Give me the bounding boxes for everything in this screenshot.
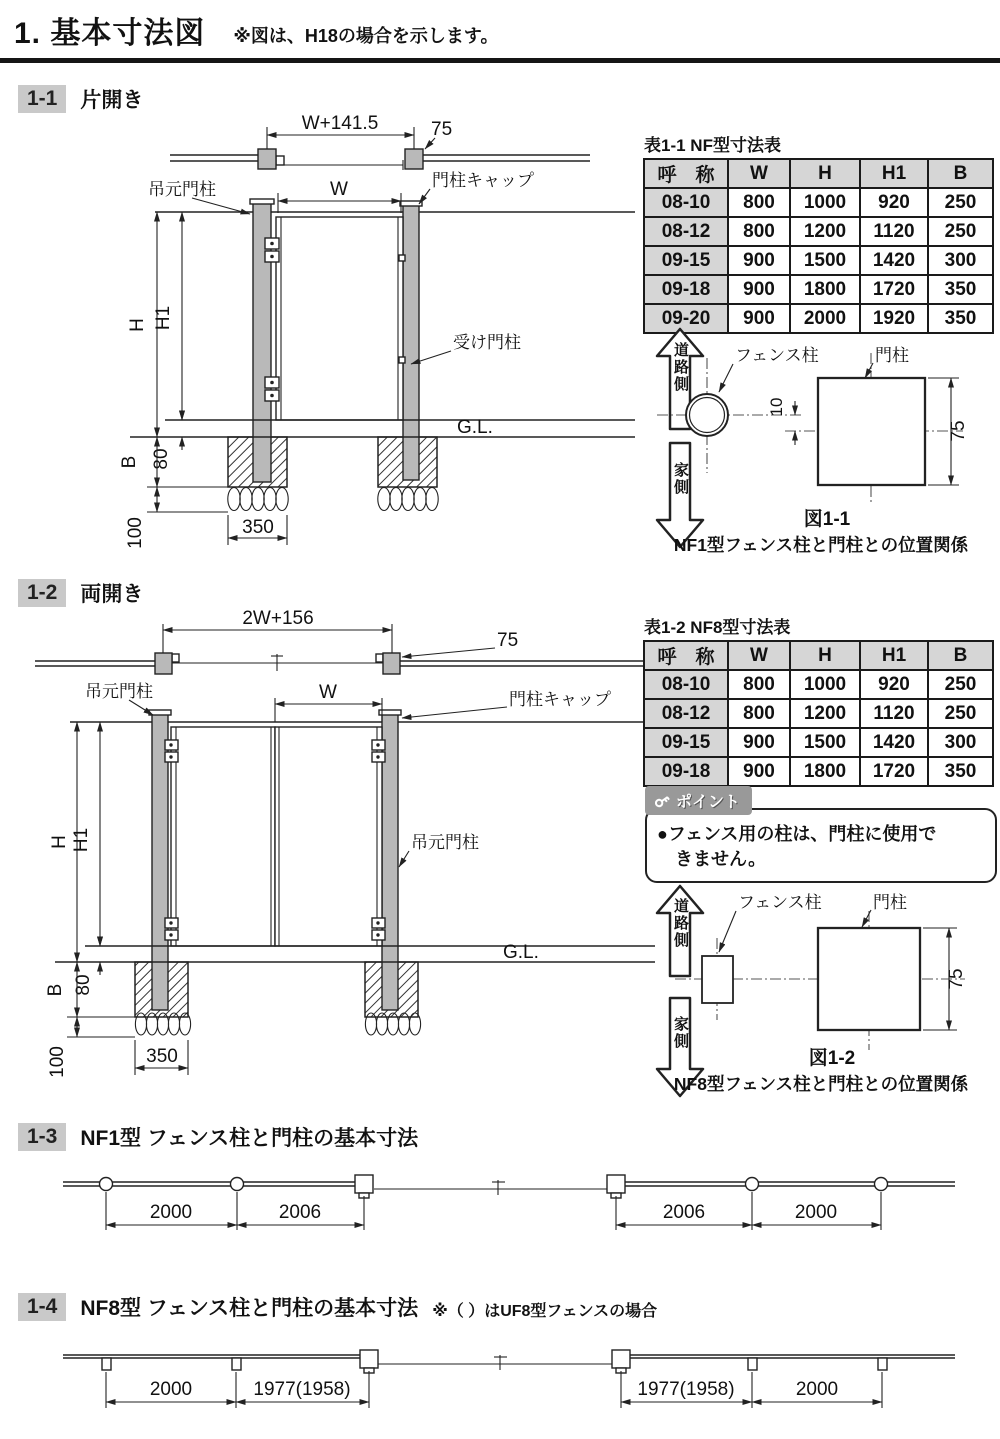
page-header xyxy=(0,0,1000,63)
rect-fence-post xyxy=(878,1358,887,1370)
col-header: B xyxy=(928,159,993,188)
section-number-badge: 1-2 xyxy=(18,579,66,607)
label-hinge-post-left: 吊元門柱 xyxy=(85,682,153,701)
table-row: 08-12 800 1200 1120 250 xyxy=(644,217,993,246)
figure-caption: NF1型フェンス柱と門柱との位置関係 xyxy=(673,535,969,555)
dim-gl: G.L. xyxy=(503,942,539,963)
point-box xyxy=(645,786,997,883)
drawing-1-2-double-swing xyxy=(25,600,655,1105)
section-note: ※（ ）はUF8型フェンスの場合 xyxy=(432,1302,658,1320)
label-fence-post: フェンス柱 xyxy=(738,893,822,912)
table-row: 09-15 900 1500 1420 300 xyxy=(644,246,993,275)
house-side-label: 家側 xyxy=(672,462,689,496)
table-row: 09-20 900 2000 1920 350 xyxy=(644,304,993,333)
road-side-label: 道路側 xyxy=(672,898,689,949)
dim-80: 80 xyxy=(73,974,94,996)
dim-span: 1977(1958) xyxy=(253,1379,351,1400)
dim-b: B xyxy=(45,983,66,997)
dim-w-top: W+141.5 xyxy=(301,113,379,134)
drawing-1-1-single-swing xyxy=(95,105,640,575)
table-1-1-title: 表1-1 NF型寸法表 xyxy=(644,136,781,155)
label-receiving-post: 受け門柱 xyxy=(453,333,521,352)
col-header: B xyxy=(928,641,993,670)
dim-75: 75 xyxy=(946,968,967,990)
dim-span: 2000 xyxy=(149,1379,193,1400)
label-hinge-post: 吊元門柱 xyxy=(148,180,216,199)
gate-post-plan xyxy=(355,1175,373,1193)
section-title: NF1型 フェンス柱と門柱の基本寸法 xyxy=(80,1127,419,1150)
label-hinge-post-right: 吊元門柱 xyxy=(411,833,479,852)
dim-80: 80 xyxy=(151,448,172,470)
gate-panel-right xyxy=(275,727,382,946)
gate-post-plan xyxy=(607,1175,625,1193)
page-title-note: ※図は、H18の場合を示します。 xyxy=(233,26,499,46)
dim-100: 100 xyxy=(47,1046,68,1078)
dim-100: 100 xyxy=(125,517,146,549)
section-title: 両開き xyxy=(80,583,144,606)
gate-post-square xyxy=(818,378,925,485)
col-header: W xyxy=(728,641,790,670)
section-title: 片開き xyxy=(80,89,144,112)
dim-span: 1977(1958) xyxy=(637,1379,735,1400)
dim-h: H xyxy=(49,835,70,849)
road-side-label: 道路側 xyxy=(672,342,689,393)
col-header: 呼 称 xyxy=(644,641,728,670)
gate-panel xyxy=(276,217,403,420)
dim-h1: H1 xyxy=(71,827,92,853)
col-header: H xyxy=(790,641,860,670)
post-cap xyxy=(250,199,274,204)
table-1-2 xyxy=(643,640,994,787)
dim-w: W xyxy=(330,179,348,200)
col-header: H1 xyxy=(860,159,928,188)
page-title: 1. 基本寸法図 xyxy=(14,17,206,50)
label-fence-post: フェンス柱 xyxy=(735,346,819,365)
rect-fence-post xyxy=(232,1358,241,1370)
dim-span: 2000 xyxy=(795,1379,839,1400)
label-post-cap: 門柱キャップ xyxy=(432,171,534,190)
hinge-plan-mark xyxy=(276,156,284,165)
table-row: 09-18 900 1800 1720 350 xyxy=(644,275,993,304)
section-title: NF8型 フェンス柱と門柱の基本寸法 xyxy=(80,1297,419,1320)
house-side-label: 家側 xyxy=(672,1016,689,1050)
gate-post-plan xyxy=(360,1350,378,1368)
dim-75: 75 xyxy=(431,119,453,140)
drawing-1-3-nf1-plan xyxy=(30,1168,990,1253)
dim-h: H xyxy=(127,318,148,332)
col-header: 呼 称 xyxy=(644,159,728,188)
dim-span: 2000 xyxy=(794,1202,838,1223)
table-row: 08-10 800 1000 920 250 xyxy=(644,188,993,217)
dim-span: 2000 xyxy=(149,1202,193,1223)
section-number-badge: 1-3 xyxy=(18,1123,66,1151)
gate-panel-left xyxy=(171,727,275,946)
key-icon xyxy=(653,792,671,810)
section-1-3-heading xyxy=(18,1122,418,1152)
dim-350: 350 xyxy=(146,1046,178,1067)
point-text-line2: きません。 xyxy=(675,849,767,870)
dim-gl: G.L. xyxy=(457,417,493,438)
col-header: W xyxy=(728,159,790,188)
gate-post-square xyxy=(818,928,920,1030)
gate-post-plan xyxy=(155,653,172,674)
table-row: 08-10 800 1000 920 250 xyxy=(644,670,993,699)
round-fence-post xyxy=(100,1178,113,1191)
dim-75: 75 xyxy=(497,630,519,651)
gate-post-plan xyxy=(258,149,276,169)
fence-post-rect xyxy=(702,956,733,1003)
round-fence-post xyxy=(746,1178,759,1191)
point-tab xyxy=(645,786,752,815)
table-row: 09-15 900 1500 1420 300 xyxy=(644,728,993,757)
figure-1-2 xyxy=(645,878,997,1113)
figure-number: 図1-1 xyxy=(803,509,851,530)
label-gate-post: 門柱 xyxy=(873,893,907,912)
table-1-1-wrap xyxy=(643,131,994,334)
section-1-4-heading xyxy=(18,1292,657,1322)
rect-fence-post xyxy=(102,1358,111,1370)
dim-w: W xyxy=(319,682,337,703)
round-fence-post xyxy=(231,1178,244,1191)
dim-2w-top: 2W+156 xyxy=(242,608,314,629)
table-row: 09-18 900 1800 1720 350 xyxy=(644,757,993,786)
gate-post-plan xyxy=(383,653,400,674)
section-number-badge: 1-4 xyxy=(18,1293,66,1321)
section-number-badge: 1-1 xyxy=(18,85,66,113)
gate-post-plan xyxy=(612,1350,630,1368)
fence-post-circle xyxy=(686,394,728,436)
figure-1-1 xyxy=(645,325,997,571)
dim-350: 350 xyxy=(242,517,274,538)
table-1-2-wrap xyxy=(643,613,994,787)
figure-caption: NF8型フェンス柱と門柱との位置関係 xyxy=(673,1074,969,1094)
table-row: 08-12 800 1200 1120 250 xyxy=(644,699,993,728)
receiving-gate-post xyxy=(403,205,419,480)
dim-h1: H1 xyxy=(153,305,174,331)
drawing-1-4-nf8-plan xyxy=(30,1338,990,1438)
label-post-cap: 門柱キャップ xyxy=(509,690,611,709)
dim-span: 2006 xyxy=(662,1202,706,1223)
dim-10: 10 xyxy=(767,397,786,417)
table-1-2-title: 表1-2 NF8型寸法表 xyxy=(644,618,791,637)
point-text-line1: ●フェンス用の柱は、門柱に使用で xyxy=(657,824,937,844)
round-fence-post xyxy=(875,1178,888,1191)
dim-b: B xyxy=(119,455,140,469)
label-gate-post: 門柱 xyxy=(875,346,909,365)
dim-75: 75 xyxy=(948,420,969,442)
point-text-box xyxy=(645,808,997,883)
col-header: H xyxy=(790,159,860,188)
dim-span: 2006 xyxy=(278,1202,322,1223)
table-1-1 xyxy=(643,158,994,334)
col-header: H1 xyxy=(860,641,928,670)
figure-number: 図1-2 xyxy=(808,1048,856,1069)
gate-post-plan xyxy=(405,149,423,169)
rect-fence-post xyxy=(748,1358,757,1370)
point-tab-label: ポイント xyxy=(676,794,741,811)
